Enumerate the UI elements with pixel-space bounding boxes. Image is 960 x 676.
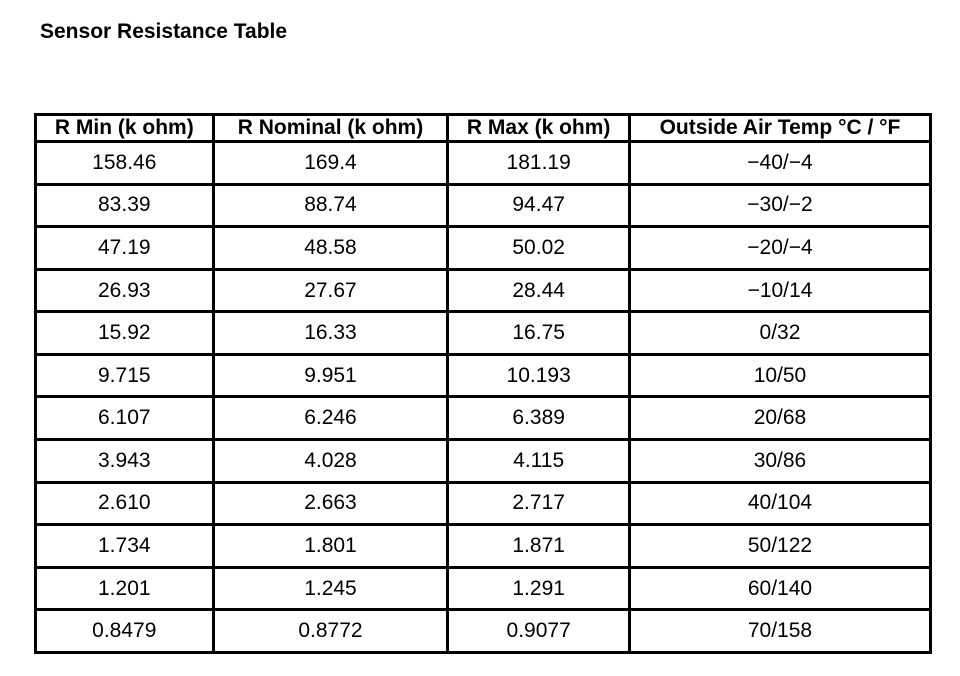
r-nominal-cell: 1.801 — [215, 526, 447, 566]
r-nominal-cell: 4.028 — [215, 441, 447, 481]
r-max-cell: 6.389 — [449, 398, 628, 438]
r-max-cell: 16.75 — [449, 313, 628, 353]
r-min-cell: 15.92 — [37, 313, 212, 353]
r-nominal-cell: 9.951 — [215, 356, 447, 396]
outside-air-temp-cell: −10/14 — [631, 271, 929, 311]
table-row — [37, 143, 929, 183]
outside-air-temp-cell: 40/104 — [631, 484, 929, 524]
outside-air-temp-cell: 50/122 — [631, 526, 929, 566]
table-row — [37, 271, 929, 311]
r-min-cell: 2.610 — [37, 484, 212, 524]
table-row — [37, 313, 929, 353]
table-row — [37, 228, 929, 268]
outside-air-temp-cell: 30/86 — [631, 441, 929, 481]
resistance-table-frame — [34, 113, 932, 654]
table-row — [37, 569, 929, 609]
header-r-max: R Max (k ohm) — [449, 116, 628, 140]
r-nominal-cell: 6.246 — [215, 398, 447, 438]
r-nominal-cell: 88.74 — [215, 186, 447, 226]
r-max-cell: 50.02 — [449, 228, 628, 268]
r-max-cell: 0.9077 — [449, 611, 628, 651]
r-max-cell: 10.193 — [449, 356, 628, 396]
r-min-cell: 9.715 — [37, 356, 212, 396]
r-max-cell: 1.291 — [449, 569, 628, 609]
r-min-cell: 26.93 — [37, 271, 212, 311]
table-row — [37, 611, 929, 651]
r-max-cell: 2.717 — [449, 484, 628, 524]
table-body — [37, 143, 929, 651]
r-nominal-cell: 27.67 — [215, 271, 447, 311]
r-min-cell: 6.107 — [37, 398, 212, 438]
table-row — [37, 186, 929, 226]
table-row — [37, 526, 929, 566]
r-max-cell: 4.115 — [449, 441, 628, 481]
table-row — [37, 484, 929, 524]
outside-air-temp-cell: −30/−2 — [631, 186, 929, 226]
outside-air-temp-cell: 20/68 — [631, 398, 929, 438]
r-nominal-cell: 16.33 — [215, 313, 447, 353]
r-min-cell: 1.201 — [37, 569, 212, 609]
table-row — [37, 398, 929, 438]
r-min-cell: 83.39 — [37, 186, 212, 226]
r-nominal-cell: 48.58 — [215, 228, 447, 268]
header-r-min: R Min (k ohm) — [37, 116, 212, 140]
table-row — [37, 441, 929, 481]
r-min-cell: 0.8479 — [37, 611, 212, 651]
page-title: Sensor Resistance Table — [40, 20, 288, 43]
outside-air-temp-cell: 0/32 — [631, 313, 929, 353]
outside-air-temp-cell: −40/−4 — [631, 143, 929, 183]
r-min-cell: 158.46 — [37, 143, 212, 183]
r-max-cell: 1.871 — [449, 526, 628, 566]
outside-air-temp-cell: 60/140 — [631, 569, 929, 609]
outside-air-temp-cell: 70/158 — [631, 611, 929, 651]
r-max-cell: 181.19 — [449, 143, 628, 183]
r-min-cell: 1.734 — [37, 526, 212, 566]
r-nominal-cell: 1.245 — [215, 569, 447, 609]
table-row — [37, 356, 929, 396]
outside-air-temp-cell: 10/50 — [631, 356, 929, 396]
r-max-cell: 28.44 — [449, 271, 628, 311]
table-header-row — [37, 116, 929, 140]
r-nominal-cell: 169.4 — [215, 143, 447, 183]
header-outside-air-temp: Outside Air Temp °C / °F — [631, 116, 929, 140]
r-nominal-cell: 0.8772 — [215, 611, 447, 651]
r-min-cell: 47.19 — [37, 228, 212, 268]
resistance-table — [34, 113, 932, 654]
r-nominal-cell: 2.663 — [215, 484, 447, 524]
outside-air-temp-cell: −20/−4 — [631, 228, 929, 268]
r-max-cell: 94.47 — [449, 186, 628, 226]
r-min-cell: 3.943 — [37, 441, 212, 481]
header-r-nominal: R Nominal (k ohm) — [215, 116, 447, 140]
